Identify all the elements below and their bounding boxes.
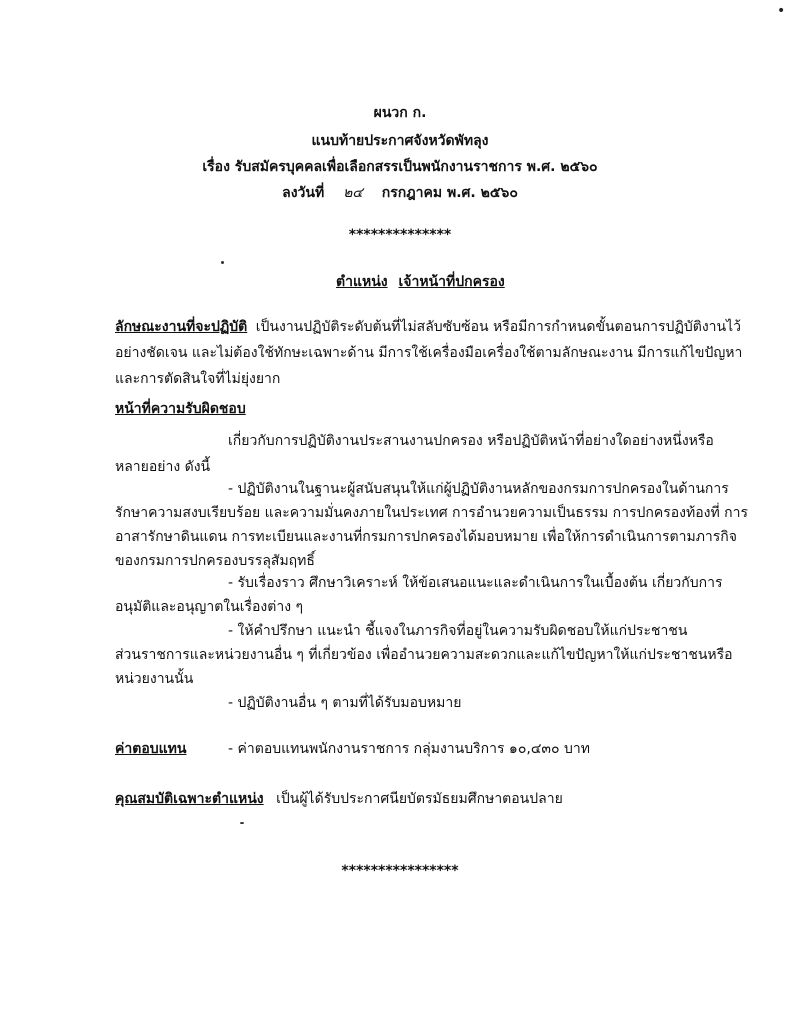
duties-intro-1: เกี่ยวกับการปฏิบัติงานประสานงานปกครอง หรือปฏิบัติหน้าที่อย่างใดอย่างหนึ่งหรือ bbox=[228, 433, 714, 449]
duty-1-line-1: - ปฏิบัติงานในฐานะผู้สนับสนุนให้แก่ผู้ปฏิบัติงานหลักของกรมการปกครองในด้านการ bbox=[228, 481, 729, 497]
qualification-label: คุณสมบัติเฉพาะตำแหน่ง bbox=[115, 791, 264, 807]
duty-1-line-2: รักษาความสงบเรียบร้อย และความมั่นคงภายในประเทศ การอำนวยความเป็นธรรม การปกครองท้องที่ การ bbox=[115, 505, 749, 521]
position-line bbox=[336, 273, 505, 291]
compensation-label: ค่าตอบแทน bbox=[115, 741, 187, 757]
header-stars: ************** bbox=[348, 227, 452, 243]
date-prefix: ลงวันที่ bbox=[282, 185, 325, 201]
duty-4-line-1: - ปฏิบัติงานอื่น ๆ ตามที่ได้รับมอบหมาย bbox=[228, 695, 462, 711]
nature-text-1: เป็นงานปฏิบัติระดับต้นที่ไม่สลับซับซ้อน หรือมีการกำหนดขั้นตอนการปฏิบัติงานไว้ bbox=[255, 319, 741, 335]
subject-line: เรื่อง รับสมัครบุคคลเพื่อเลือกสรรเป็นพนักงานราชการ พ.ศ. ๒๕๖๐ bbox=[202, 159, 598, 175]
annex-title: ผนวก ก. bbox=[373, 105, 427, 121]
duty-3-line-1: - ให้คำปรึกษา แนะนำ ชี้แจงในภารกิจที่อยู่ในความรับผิดชอบให้แก่ประชาชน bbox=[228, 623, 688, 639]
compensation-value: - ค่าตอบแทนพนักงานราชการ กลุ่มงานบริการ ๑๐,๔๓๐ บาท bbox=[228, 741, 590, 757]
duty-2-line-2: อนุมัติและอนุญาตในเรื่องต่าง ๆ bbox=[115, 599, 303, 615]
announcement-line: แนบท้ายประกาศจังหวัดพัทลุง bbox=[311, 133, 489, 149]
position-value: เจ้าหน้าที่ปกครอง bbox=[398, 274, 505, 290]
duties-label: หน้าที่ความรับผิดชอบ bbox=[115, 401, 246, 417]
date-day: ๒๔ bbox=[343, 185, 363, 201]
duty-3-line-2: ส่วนราชการและหน่วยงานอื่น ๆ ที่เกี่ยวข้อง เพื่ออำนวยความสะดวกและแก้ไขปัญหาให้แก่ประชาชนหรือ bbox=[115, 647, 733, 663]
nature-line-2: อย่างชัดเจน และไม่ต้องใช้ทักษะเฉพาะด้าน มีการใช้เครื่องมือเครื่องใช้ตามลักษณะงาน มีการแก้ไขปัญหา bbox=[115, 345, 743, 361]
qualification-value: เป็นผู้ได้รับประกาศนียบัตรมัธยมศึกษาตอนปลาย bbox=[276, 791, 563, 807]
duty-1-line-3: อาสารักษาดินแดน การทะเบียนและงานที่กรมการปกครองได้มอบหมาย เพื่อให้การดำเนินการตามภารกิจ bbox=[115, 529, 737, 545]
scan-speck bbox=[221, 261, 224, 264]
nature-label: ลักษณะงานที่จะปฏิบัติ bbox=[115, 319, 248, 335]
date-rest: กรกฎาคม พ.ศ. ๒๕๖๐ bbox=[381, 185, 518, 201]
duty-3-line-3: หน่วยงานนั้น bbox=[115, 671, 194, 687]
duty-2-line-1: - รับเรื่องราว ศึกษาวิเคราะห์ ให้ข้อเสนอแนะและดำเนินการในเบื้องต้น เกี่ยวกับการ bbox=[228, 575, 723, 591]
footer-stars: **************** bbox=[341, 863, 459, 879]
qualification-line bbox=[115, 790, 563, 808]
duty-1-line-4: ของกรมการปกครองบรรลุสัมฤทธิ์ bbox=[115, 553, 315, 569]
date-line bbox=[0, 184, 800, 202]
corner-mark: • bbox=[777, 3, 786, 19]
nature-line-3: และการตัดสินใจที่ไม่ยุ่งยาก bbox=[115, 371, 281, 387]
duties-intro-2: หลายอย่าง ดังนี้ bbox=[115, 459, 211, 475]
scan-speck bbox=[240, 822, 244, 824]
position-label: ตำแหน่ง bbox=[336, 274, 388, 290]
nature-line-1 bbox=[115, 318, 741, 336]
